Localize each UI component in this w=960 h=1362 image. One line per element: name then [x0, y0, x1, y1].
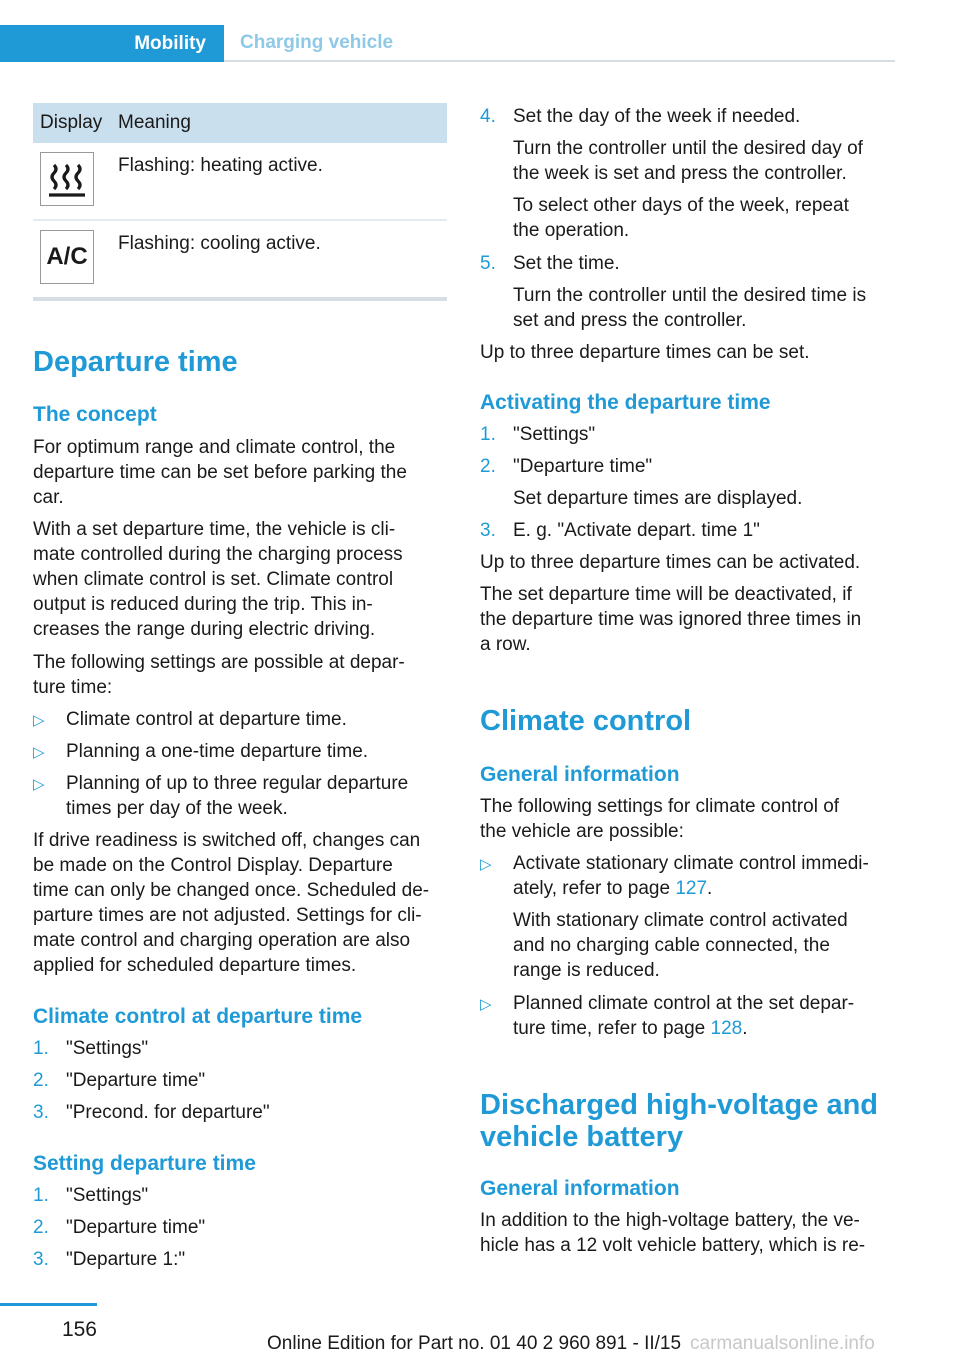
discharged-paragraph: In addition to the high-voltage battery, the ve‐ hicle has a 12 volt vehicle battery, which is re‐ — [480, 1210, 866, 1256]
col-meaning: Meaning — [118, 112, 191, 133]
heading-climate-at-departure: Climate control at departure time — [33, 1005, 363, 1028]
table-row — [33, 143, 447, 221]
display-meaning-table — [33, 103, 447, 301]
concept-paragraph-1: For optimum range and climate control, the departure time can be set before parking the car. — [33, 437, 407, 508]
page-header — [0, 25, 895, 62]
triangle-bullet-icon: ▷ — [33, 776, 45, 793]
triangle-bullet-icon: ▷ — [33, 712, 45, 729]
heading-general-information: General information — [480, 763, 680, 786]
concept-paragraph-3: The following settings are possible at depar‐ ture time: — [33, 652, 405, 698]
table-end-rule — [33, 297, 447, 301]
up-to-three-set: Up to three departure times can be set. — [480, 342, 810, 363]
up-to-three-activated: Up to three departure times can be activated. — [480, 552, 861, 573]
triangle-bullet-icon: ▷ — [480, 856, 492, 873]
triangle-bullet-icon: ▷ — [480, 996, 492, 1013]
deactivated-paragraph: The set departure time will be deactivated, if the departure time was ignored three times in a row. — [480, 584, 862, 655]
heading-concept: The concept — [33, 403, 157, 426]
meaning-cooling: Flashing: cooling active. — [118, 233, 321, 254]
heading-setting-departure: Setting departure time — [33, 1152, 256, 1175]
heading-activating: Activating the departure time — [480, 391, 771, 414]
concept-paragraph-2: With a set departure time, the vehicle is cli‐ mate controlled during the charging process when climate control is set. Climate control output is reduced during the trip. This in‐ creases the range during electric driving. — [33, 519, 403, 640]
table-row — [33, 221, 447, 297]
triangle-bullet-icon: ▷ — [33, 744, 45, 761]
heading-departure-time: Departure time — [33, 346, 238, 378]
watermark: carmanualsonline.info — [690, 1333, 875, 1354]
heading-discharged-battery: Discharged high-voltage and vehicle battery — [480, 1089, 878, 1153]
heading-climate-control: Climate control — [480, 705, 692, 737]
table-header — [33, 103, 447, 143]
general-paragraph: The following settings for climate control of the vehicle are possible: — [480, 796, 840, 842]
edition-text: Online Edition for Part no. 01 40 2 960 891 - II/15 — [267, 1333, 682, 1354]
page-link-128[interactable]: 128 — [710, 1018, 743, 1039]
footer-rule — [0, 1303, 97, 1306]
heating-icon — [40, 152, 94, 206]
page-number: 156 — [61, 1318, 97, 1341]
heading-general-information-2: General information — [480, 1177, 680, 1200]
page-link-127[interactable]: 127 — [675, 878, 708, 899]
section-tab: Charging vehicle — [240, 31, 394, 53]
concept-paragraph-4: If drive readiness is switched off, changes can be made on the Control Display. Departure time can only be changed once. Scheduled de‐ parture times are not adjusted. Settings for cli‐ mate control and charging operation are also applied for scheduled departure times. — [33, 830, 430, 976]
chapter-tab: Mobility — [0, 25, 224, 62]
meaning-heating: Flashing: heating active. — [118, 155, 323, 176]
col-display: Display — [40, 112, 103, 133]
ac-icon: A/C — [40, 230, 94, 284]
